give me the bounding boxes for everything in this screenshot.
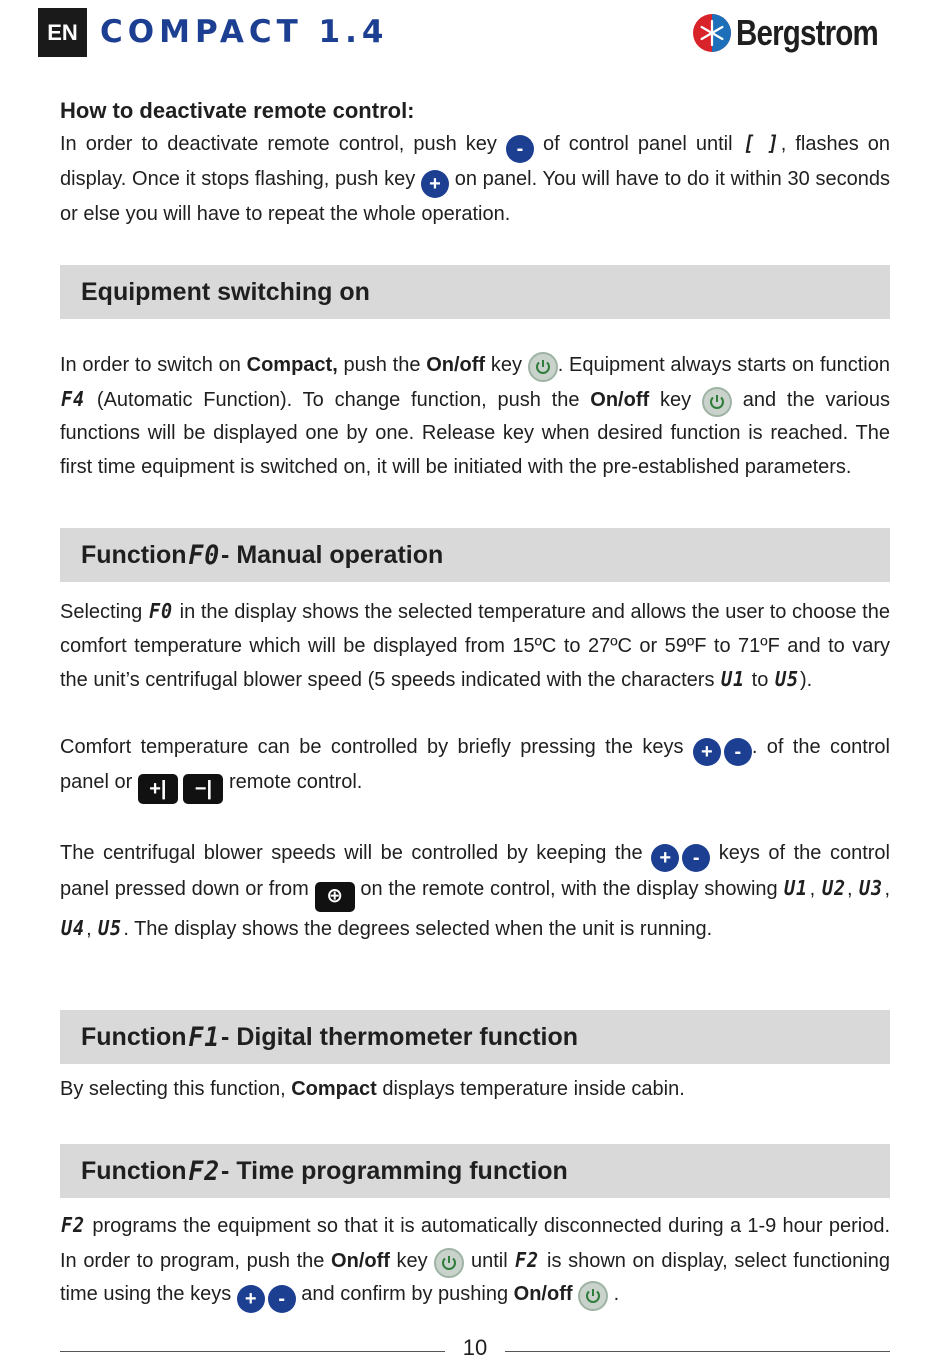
switching-on-paragraph: In order to switch on Compact, push the On/off key . Equipment always starts on function F4 (Automatic Function). To change function, push the On/off key and the various functions will be displayed one by one. Release key when desired function is reached. The first time equipment is switched on, it will be initiated with the pre-established parameters. — [60, 354, 890, 478]
display-f2-glyph: F2 — [187, 1155, 220, 1187]
display-u5-glyph: U5 — [98, 916, 123, 940]
plus-key-icon: + — [421, 170, 449, 198]
display-u2-glyph: U2 — [821, 876, 846, 901]
display-u1-glyph: U1 — [721, 667, 746, 691]
display-u3-glyph: U3 — [859, 876, 884, 901]
display-u4-glyph: U4 — [61, 916, 86, 940]
display-bracket-glyph: [ ] — [743, 131, 780, 155]
snowflake-sun-icon — [692, 13, 732, 53]
page-number: 10 — [462, 1335, 488, 1360]
power-key-icon — [528, 352, 558, 382]
language-label: EN — [47, 19, 78, 45]
brand-name: Bergstrom — [736, 12, 878, 53]
minus-key-icon: - — [268, 1285, 296, 1313]
plus-key-icon: + — [651, 844, 679, 872]
display-u5-glyph: U5 — [774, 667, 799, 691]
f1-section — [60, 1073, 890, 1107]
display-u1-glyph: U1 — [784, 876, 809, 901]
switching-on-section — [60, 349, 890, 484]
language-badge — [38, 8, 87, 57]
brand-logo — [692, 8, 909, 58]
plus-key-icon: + — [693, 738, 721, 766]
f0-paragraph-3: The centrifugal blower speeds will be controlled by keeping the + - keys of the control panel pressed down or from ⊕ on the remote control, with the display showing U1, U2, U3, U4, U5. The display shows the degrees selected when the unit is running. — [60, 837, 890, 946]
document-title: COMPACT 1.4 — [100, 14, 389, 50]
f2-section — [60, 1209, 890, 1313]
display-f2-glyph: F2 — [61, 1213, 86, 1237]
remote-paragraph: In order to deactivate remote control, push key - of control panel until [ ], flashes on display. Once it stops flashing, push key + on panel. You will have to do it within 30 seconds or else you will have to repeat the whole operation. — [60, 127, 890, 232]
display-f2-glyph: F2 — [515, 1247, 540, 1272]
f0-paragraph-1: Selecting F0 in the display shows the selected temperature and allows the user to choose the comfort temperature which will be displayed from 15ºC to 27ºC or 59ºF to 71ºF and to vary the unit’s centrifugal blower speed (5 speeds indicated with the characters U1 to U5). — [60, 595, 890, 698]
section-header-f2: Function F2 - Time programming function — [60, 1144, 890, 1198]
f1-paragraph: By selecting this function, Compact displays temperature inside cabin. — [60, 1078, 685, 1100]
section-header-f1: Function F1 - Digital thermometer function — [60, 1010, 890, 1064]
minus-key-icon: - — [724, 738, 752, 766]
f0-section — [60, 595, 890, 947]
remote-minus-key-icon: −| — [183, 774, 223, 804]
display-f4-glyph: F4 — [61, 386, 86, 411]
section-header-switching-on — [60, 265, 890, 319]
remote-plus-key-icon: +| — [138, 774, 178, 804]
remote-heading: How to deactivate remote control: — [60, 98, 415, 123]
f0-paragraph-2: Comfort temperature can be controlled by briefly pressing the keys + - . of the control panel or +| −| remote control. — [60, 731, 890, 805]
minus-key-icon: - — [506, 135, 534, 163]
remote-fan-key-icon: ⊕ — [315, 882, 355, 912]
display-f1-glyph: F1 — [187, 1021, 220, 1053]
power-key-icon — [702, 387, 732, 417]
remote-section — [60, 96, 890, 232]
plus-key-icon: + — [237, 1285, 265, 1313]
display-f0-glyph: F0 — [148, 599, 173, 623]
f2-paragraph: F2 programs the equipment so that it is automatically disconnected during a 1-9 hour period. In order to program, push the On/off key until F2 is shown on display, select functioning time using the keys + - and confirm by pushing On/off . — [60, 1209, 890, 1313]
section-header-f0: Function F0 - Manual operation — [60, 528, 890, 582]
display-f0-glyph: F0 — [187, 539, 220, 571]
footer-divider-right — [505, 1351, 890, 1352]
power-key-icon — [434, 1248, 464, 1278]
footer-divider-left — [60, 1351, 445, 1352]
minus-key-icon: - — [682, 844, 710, 872]
section-title: Equipment switching on — [81, 277, 370, 306]
power-key-icon — [578, 1281, 608, 1311]
